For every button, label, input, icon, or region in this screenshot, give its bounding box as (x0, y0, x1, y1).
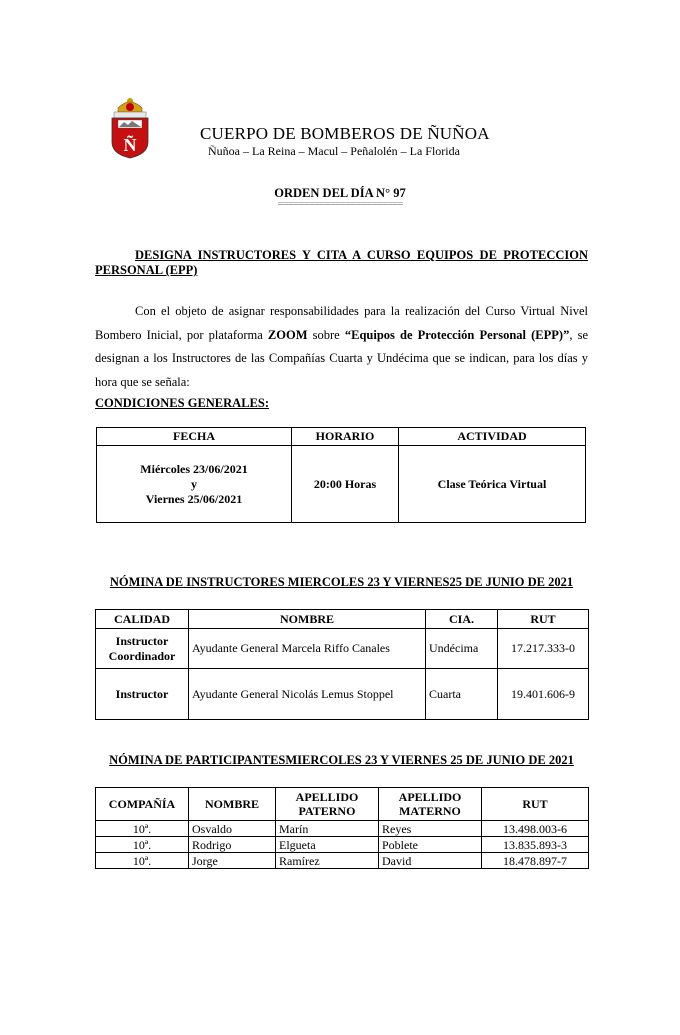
table-header-row (96, 610, 589, 629)
participant-materno: Reyes (379, 821, 482, 837)
table-row (96, 821, 589, 837)
instructor-company: Cuarta (426, 669, 498, 720)
instructors-title: NÓMINA DE INSTRUCTORES MIERCOLES 23 Y VIERNES25 DE JUNIO DE 2021 (109, 575, 574, 589)
table-row (96, 837, 589, 853)
participant-name: Osvaldo (189, 821, 276, 837)
participant-company: 10ª. (96, 837, 189, 853)
participant-name: Rodrigo (189, 837, 276, 853)
date-line: Miércoles 23/06/2021 (140, 461, 248, 476)
date-line: y (191, 476, 197, 491)
participant-materno: David (379, 853, 482, 869)
schedule-activity: Clase Teórica Virtual (399, 446, 586, 523)
column-header: RUT (498, 610, 589, 629)
header-line: APELLIDO (398, 790, 462, 804)
instructor-company: Undécima (426, 629, 498, 669)
participant-company: 10ª. (96, 853, 189, 869)
intro-text-2: sobre (307, 327, 345, 342)
header-line: PATERNO (298, 804, 356, 818)
column-header: HORARIO (292, 428, 399, 446)
schedule-time: 20:00 Horas (292, 446, 399, 523)
participants-title: NÓMINA DE PARTICIPANTESMIERCOLES 23 Y VIERNES 25 DE JUNIO DE 2021 (109, 753, 574, 767)
participant-rut: 18.478.897-7 (482, 853, 589, 869)
instructor-role: Instructor (96, 669, 189, 720)
table-row (97, 446, 586, 523)
column-header: NOMBRE (189, 788, 276, 821)
column-header: RUT (482, 788, 589, 821)
participant-name: Jorge (189, 853, 276, 869)
participant-paterno: Marín (276, 821, 379, 837)
column-header (379, 788, 482, 821)
instructor-role (96, 629, 189, 669)
table-row (96, 629, 589, 669)
header-line: APELLIDO (295, 790, 359, 804)
instructor-name: Ayudante General Marcela Riffo Canales (189, 629, 426, 669)
column-header: CALIDAD (96, 610, 189, 629)
bomberos-shield-logo-icon (108, 96, 152, 160)
conditions-title: CONDICIONES GENERALES: (95, 396, 269, 410)
column-header: NOMBRE (189, 610, 426, 629)
intro-text-1: Con el objeto de asignar responsabilidades para la realización del Curso Virtual Nivel Bombero Inicial, por plataforma (95, 304, 588, 342)
column-header: ACTIVIDAD (399, 428, 586, 446)
order-title-rule: ======================== (277, 198, 403, 210)
participant-company: 10ª. (96, 821, 189, 837)
organization-name: CUERPO DE BOMBEROS DE ÑUÑOA (200, 124, 490, 143)
schedule-table (96, 427, 586, 523)
participant-rut: 13.835.893-3 (482, 837, 589, 853)
intro-zoom: ZOOM (267, 327, 308, 342)
instructor-rut: 19.401.606-9 (498, 669, 589, 720)
header-line: MATERNO (399, 804, 461, 818)
table-header-row (96, 788, 589, 821)
participant-materno: Poblete (379, 837, 482, 853)
table-row (96, 669, 589, 720)
intro-paragraph (95, 300, 588, 394)
column-header: FECHA (97, 428, 292, 446)
participant-paterno: Elgueta (276, 837, 379, 853)
schedule-date (97, 446, 292, 523)
column-header: CIA. (426, 610, 498, 629)
intro-text-3: , se designan a los Instructores de las Compañías Cuarta y Undécima que se indican, para los días y hora que se señala: (95, 327, 588, 389)
participant-paterno: Ramírez (276, 853, 379, 869)
instructors-table (95, 609, 589, 720)
organization-communes: Ñuñoa – La Reina – Macul – Peñalolén – La Florida (208, 144, 460, 158)
order-title: ORDEN DEL DÍA N° 97 (274, 186, 406, 200)
column-header (276, 788, 379, 821)
table-row (96, 853, 589, 869)
intro-topic: “Equipos de Protección Personal (EPP)” (344, 327, 570, 342)
participant-rut: 13.498.003-6 (482, 821, 589, 837)
role-line: Instructor (115, 633, 169, 648)
instructor-rut: 17.217.333-0 (498, 629, 589, 669)
svg-text:Ñ: Ñ (123, 135, 137, 155)
table-header-row (97, 428, 586, 446)
role-line: Coordinador (108, 648, 176, 663)
instructor-name: Ayudante General Nicolás Lemus Stoppel (189, 669, 426, 720)
designation-title: DESIGNA INSTRUCTORES Y CITA A CURSO EQUIPOS DE PROTECCION PERSONAL (EPP) (95, 248, 588, 277)
date-line: Viernes 25/06/2021 (145, 491, 243, 506)
participants-table (95, 787, 589, 869)
column-header: COMPAÑÍA (96, 788, 189, 821)
